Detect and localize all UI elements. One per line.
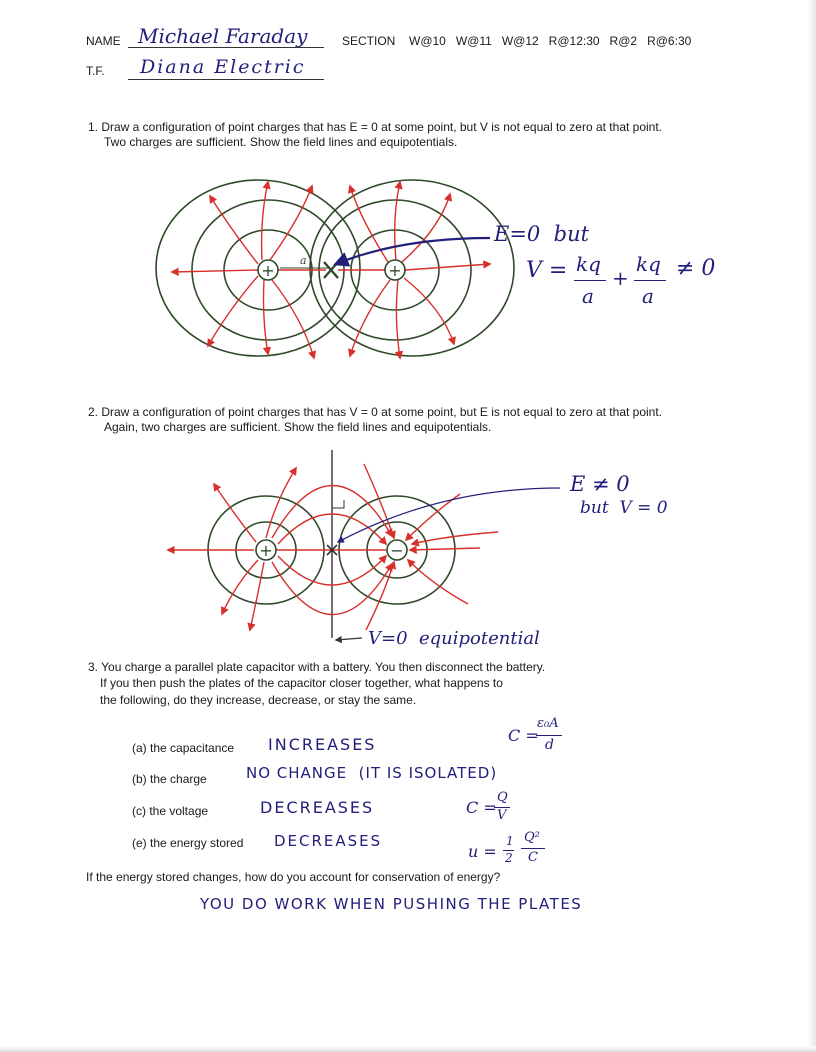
page-edge-bottom [0,1046,816,1052]
section-options: W@10 W@11 W@12 R@12:30 R@2 R@6:30 [409,34,692,48]
q2-prompt-line2: Again, two charges are sufficient. Show the field lines and equipotentials. [104,420,492,434]
formula-c1-lhs: C = [508,726,539,745]
q1-prompt-line1: 1. Draw a configuration of point charges that has E = 0 at some point, but V is not equal to zero at that point. [88,120,663,134]
formula-u-half-den: 2 [505,851,513,865]
q2-equipotential-arrow [336,638,362,640]
q1-charge-left-sign: + [261,261,275,280]
formula-c2-num: Q [497,790,508,805]
q3-prompt-line2: If you then push the plates of the capacitor closer together, what happens to [100,676,503,690]
formula-c2-lhs: C = [466,798,497,817]
tf-underline [128,79,324,80]
q3-followup-answer: YOU DO WORK WHEN PUSHING THE PLATES [200,895,583,913]
q2-charge-left-sign: + [259,541,273,560]
formula-c1-bar [536,735,562,736]
q1-eq-a1: a [582,284,594,308]
q3-item-label-voltage: (c) the voltage [132,804,209,818]
formula-u-num: Q² [524,830,540,845]
q2-field-lines [168,464,498,630]
q3-answer-charge: NO CHANGE (IT IS ISOLATED) [246,764,498,782]
q3-item-label-capacitance: (a) the capacitance [132,741,235,755]
q3-item-label-energy: (e) the energy stored [132,836,244,850]
formula-u-bar [521,848,545,849]
q2-pointer-arrow [338,488,560,542]
tf-label: T.F. [86,64,105,78]
q2-diagram [150,444,790,654]
formula-c1-den: d [545,737,554,753]
q1-eq-frac2 [634,280,666,281]
formula-u-half-num: 1 [506,834,514,848]
q1-eq-neq: ≠ 0 [676,256,716,281]
q2-equipotential-label: V=0 equipotential [368,628,540,649]
q2-charge-right-sign: − [390,541,404,560]
formula-u-den: C [528,850,538,865]
q2-right-angle-mark [332,500,344,508]
q3-prompt-line3: the following, do they increase, decrease, or stay the same. [100,693,417,707]
q1-eq-plus: + [612,266,629,290]
q3-answer-capacitance: INCREASES [268,735,377,754]
q1-eq-v: V = [526,258,568,283]
q3-followup-question: If the energy stored changes, how do you account for conservation of energy? [86,870,501,884]
q1-distance-label: a [300,254,307,267]
formula-c1-num: ε₀A [537,716,559,731]
q1-eq-kq1: kq [576,252,601,276]
q3-item-label-charge: (b) the charge [132,772,207,786]
q1-charge-right-sign: + [388,261,402,280]
q2-note-line1: E ≠ 0 [570,472,630,496]
q1-prompt-line2: Two charges are sufficient. Show the field lines and equipotentials. [104,135,458,149]
q2-note-line2: but V = 0 [580,498,668,518]
q3-prompt-line1: 3. You charge a parallel plate capacitor with a battery. You then disconnect the battery. [88,660,546,674]
q3-answer-energy: DECREASES [274,832,383,850]
q1-eq-kq2: kq [636,252,661,276]
q2-prompt-line1: 2. Draw a configuration of point charges that has V = 0 at some point, but E is not equal to zero at that point. [88,405,663,419]
page-edge-right [808,0,816,1052]
q1-eq-frac1 [574,280,606,281]
name-underline [128,47,324,48]
section-label: SECTION [342,34,396,48]
q1-note-line1: E=0 but [494,222,590,246]
q3-answer-voltage: DECREASES [260,798,375,817]
student-name: Michael Faraday [138,24,308,48]
q1-zero-point-mark [324,262,338,278]
formula-u-lhs: u = [468,842,497,861]
q1-eq-a2: a [642,284,654,308]
q1-equipotentials [156,180,514,356]
name-label: NAME [86,34,121,48]
formula-c2-den: V [497,808,507,823]
tf-name: Diana Electric [140,56,306,78]
